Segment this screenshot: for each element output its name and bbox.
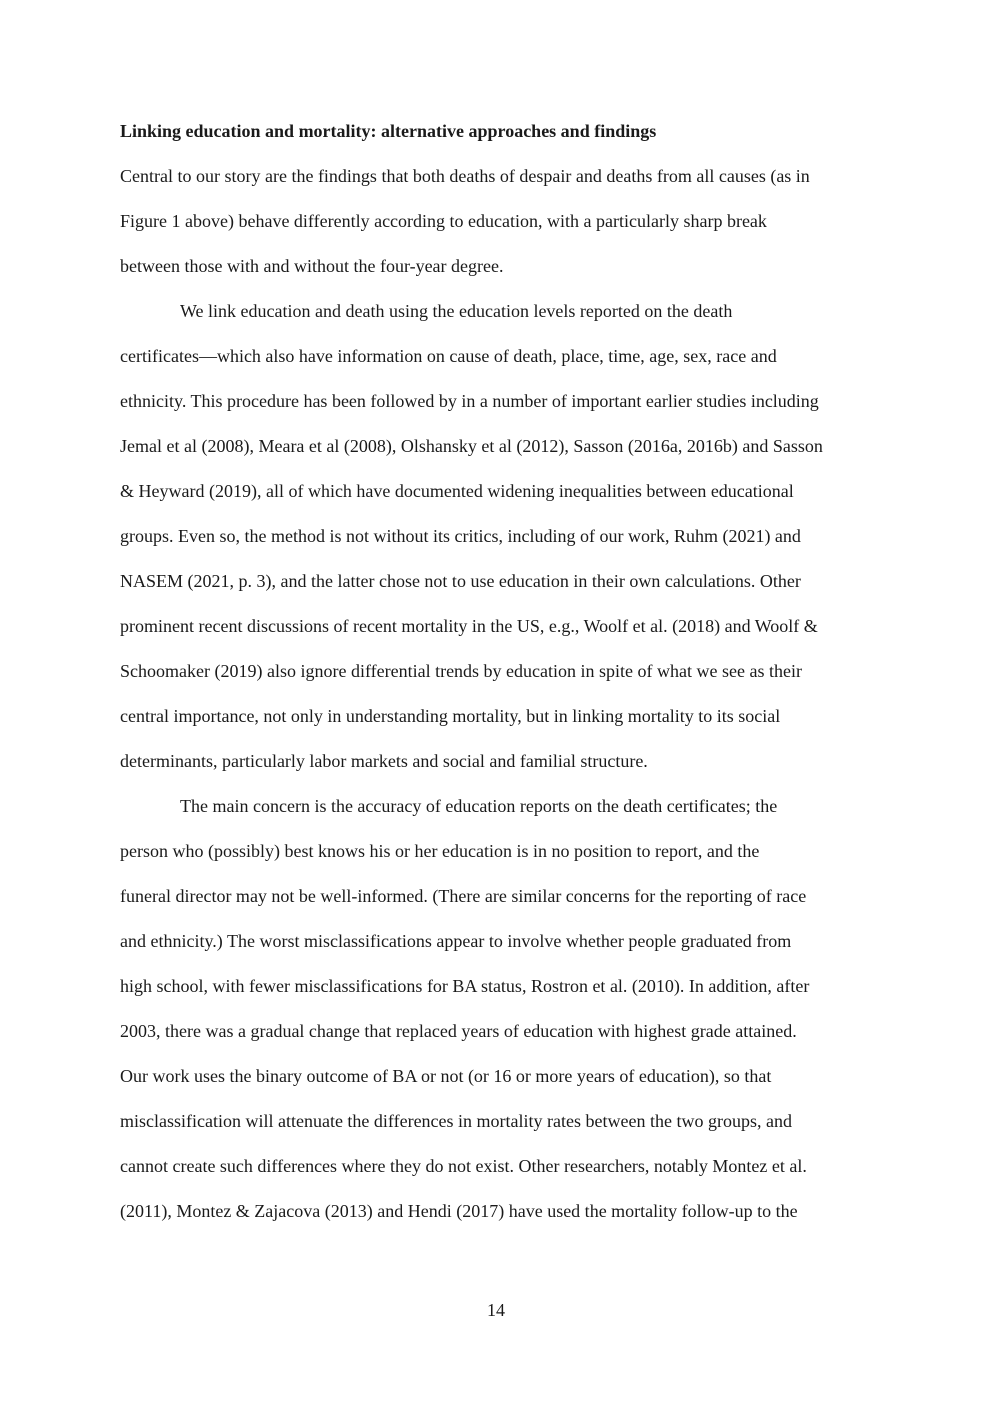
paragraph-2-line-8: prominent recent discussions of recent mortality in the US, e.g., Woolf et al. (2018) and Woolf & — [120, 616, 818, 636]
paragraph-2-line-10: central importance, not only in understanding mortality, but in linking mortality to its social — [120, 706, 781, 726]
paragraph-2-line-1: We link education and death using the education levels reported on the death — [180, 301, 733, 321]
paragraph-2-line-9: Schoomaker (2019) also ignore differential trends by education in spite of what we see as their — [120, 661, 802, 681]
paragraph-2-line-3: ethnicity. This procedure has been followed by in a number of important earlier studies including — [120, 391, 819, 411]
paragraph-3-line-5: high school, with fewer misclassifications for BA status, Rostron et al. (2010). In addition, after — [120, 976, 810, 996]
paragraph-1-line-1: Central to our story are the findings that both deaths of despair and deaths from all causes (as in — [120, 166, 810, 186]
paragraph-3-line-1: The main concern is the accuracy of education reports on the death certificates; the — [180, 796, 778, 816]
paragraph-1-line-3: between those with and without the four-year degree. — [120, 256, 504, 276]
paragraph-2-line-2: certificates—which also have information on cause of death, place, time, age, sex, race and — [120, 346, 777, 366]
paragraph-1-line-2: Figure 1 above) behave differently according to education, with a particularly sharp break — [120, 211, 767, 231]
section-heading: Linking education and mortality: alternative approaches and findings — [120, 121, 657, 141]
paragraph-3-line-2: person who (possibly) best knows his or her education is in no position to report, and the — [120, 841, 760, 861]
paragraph-3-line-8: misclassification will attenuate the differences in mortality rates between the two groups, and — [120, 1111, 792, 1131]
paragraph-3-line-6: 2003, there was a gradual change that replaced years of education with highest grade attained. — [120, 1021, 797, 1041]
page-number: 14 — [487, 1300, 505, 1320]
paragraph-2-line-4: Jemal et al (2008), Meara et al (2008), Olshansky et al (2012), Sasson (2016a, 2016b) and Sasson — [120, 436, 823, 456]
paragraph-3-line-3: funeral director may not be well-informed. (There are similar concerns for the reporting of race — [120, 886, 807, 906]
paragraph-3-line-9: cannot create such differences where they do not exist. Other researchers, notably Montez et al. — [120, 1156, 807, 1176]
paragraph-3-line-7: Our work uses the binary outcome of BA or not (or 16 or more years of education), so that — [120, 1066, 772, 1086]
paragraph-3-line-4: and ethnicity.) The worst misclassifications appear to involve whether people graduated from — [120, 931, 792, 951]
paragraph-2-line-7: NASEM (2021, p. 3), and the latter chose not to use education in their own calculations. Other — [120, 571, 801, 591]
paragraph-2-line-5: & Heyward (2019), all of which have documented widening inequalities between educational — [120, 481, 794, 501]
paragraph-3-line-10: (2011), Montez & Zajacova (2013) and Hendi (2017) have used the mortality follow-up to the — [120, 1201, 798, 1221]
paragraph-2-line-11: determinants, particularly labor markets and social and familial structure. — [120, 751, 648, 771]
paragraph-2-line-6: groups. Even so, the method is not without its critics, including of our work, Ruhm (2021) and — [120, 526, 801, 546]
